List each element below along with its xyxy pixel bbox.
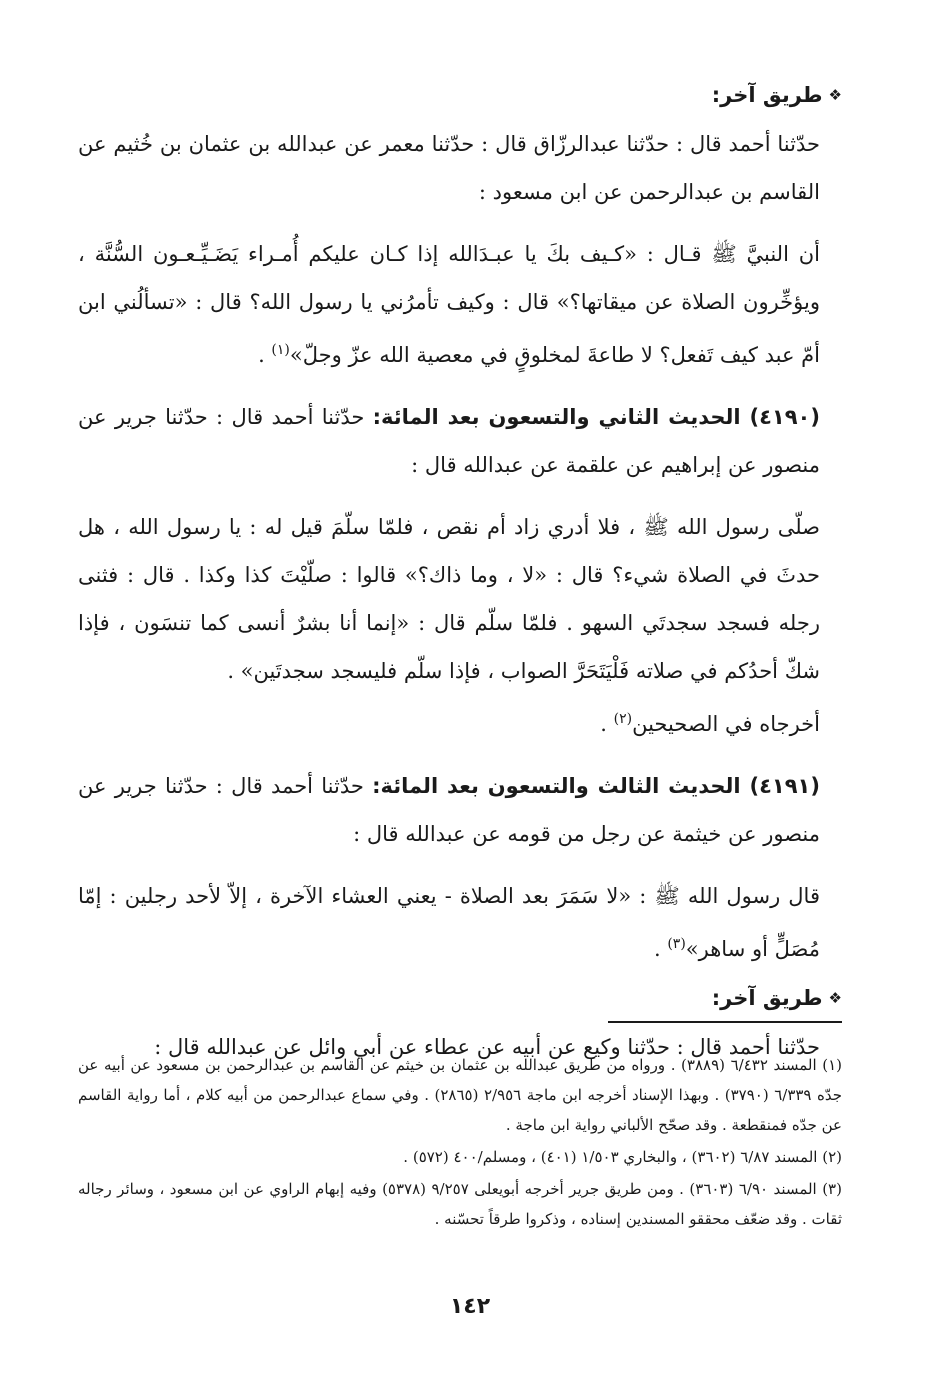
takhrij-text: أخرجاه في الصحيحين — [632, 712, 820, 736]
sentence-end: . — [258, 343, 272, 367]
page-number: ١٤٢ — [449, 1294, 491, 1319]
takhrij-line — [78, 695, 842, 748]
hadith-4190-header — [78, 393, 842, 489]
isnad-chain: حدّثنا أحمد قال : حدّثنا جرير عن منصور عن إبراهيم عن علقمة عن عبدالله قال : — [78, 405, 820, 477]
sentence-end: . — [600, 712, 614, 736]
footnote-3: (٣) المسند ٦/٩٠ (٣٦٠٣) . ومن طريق جرير أخرجه أبويعلى ٩/٢٥٧ (٥٣٧٨) وفيه إبهام الراوي عن ابن مسعود ، وسائر رجاله ثقات . وقد ضعّف محققو المسندين إسناده ، وذكروا طرقاً تحسّنه . — [78, 1180, 842, 1228]
footnote-ref: (٣) — [667, 936, 686, 952]
hadith-text: صلّى رسول الله ﷺ ، فلا أدري زاد أم نقص ، فلمّا سلّمَ قيل له : يا رسول الله ، هل حدثَ في الصلاة شيء؟ قال : «لا ، وما ذاك؟» قالوا : صلّيْتَ كذا وكذا . قال : فثنى رجله فسجد سجدتَي السهو . فلمّا سلّم قال : «إنما أنا بشرٌ أنسى كما تنسَون ، فإذا شكّ أحدُكم في صلاته فَلْيَتَحَرَّ الصواب ، فإذا سلّم فليسجد سجدتَين» . — [78, 515, 821, 683]
footnote-ref: (٢) — [613, 711, 633, 727]
isnad-chain: حدّثنا أحمد قال : حدّثنا عبدالرزّاق قال : حدّثنا معمر عن عبدالله بن عثمان بن خُثيم عن القاسم بن عبدالرحمن عن ابن مسعود : — [78, 132, 820, 204]
sentence-end: . — [653, 937, 668, 961]
hadith-body: قال رسول الله ﷺ : «لا سَمَرَ بعد الصلاة - يعني العشاء الآخرة ، إلاّ لأحد رجلين : إمّا مُصَلٍّ أو ساهر» — [78, 884, 820, 961]
footnote-ref: (١) — [271, 342, 290, 358]
hadith-title: (٤١٩٠) الحديث الثاني والتسعون بعد المائة: — [372, 405, 820, 429]
footnote-2: (٢) المسند ٦/٨٧ (٣٦٠٢) ، والبخاري ١/٥٠٣ (٤٠١) ، ومسلم/٤٠٠ (٥٧٢) . — [403, 1148, 842, 1166]
section-heading-other-route — [78, 981, 842, 1015]
main-text — [78, 78, 842, 1071]
hadith-title: (٤١٩١) الحديث الثالث والتسعون بعد المائة: — [372, 774, 820, 798]
heading-text: طريق آخر: — [711, 83, 823, 107]
footnote-divider — [608, 1021, 842, 1023]
hadith-4191-header — [78, 762, 842, 858]
hadith-text — [78, 872, 842, 973]
diamond-bullet-icon: ❖ — [828, 989, 842, 1007]
diamond-bullet-icon: ❖ — [828, 86, 842, 104]
heading-text: طريق آخر: — [711, 986, 823, 1010]
hadith-body: أن النبيَّ ﷺ قـال : «كـيف بكَ يا عبـدَالله إذا كـان عليكم أُمـراء يَضَـيِّـعـون السُّنَّة ، ويؤخِّرون الصلاة عن ميقاتها؟» قال : وكيف تأمرُني يا رسول الله؟ قال : «تسألُني ابن أمّ عبد كيف تَفعل؟ لا طاعةَ لمخلوقٍ في معصية الله عزّ وجلّ» — [78, 242, 820, 367]
hadith-text — [78, 230, 842, 379]
footnotes — [78, 1050, 842, 1234]
isnad-chain: حدّثنا أحمد قال : حدّثنا جرير عن منصور عن خيثمة عن رجل من قومه عن عبدالله قال : — [78, 774, 820, 846]
isnad-chain: حدّثنا أحمد قال : حدّثنا وكيع عن أبيه عن عطاء عن أبي وائل عن عبدالله قال : — [154, 1035, 820, 1059]
section-heading-other-route — [78, 78, 842, 112]
footnote-1: (١) المسند ٦/٤٣٢ (٣٨٨٩) . ورواه من طريق عبدالله بن عثمان بن خيثم عن القاسم بن عبدالرحمن بن مسعود عن أبيه عن جدّه ٦/٣٣٩ (٣٧٩٠) . وبهذا الإسناد أخرجه ابن ماجة ٢/٩٥٦ (٢٨٦٥) . وفي سماع عبدالرحمن من أبيه كلام ، أما رواية القاسم عن جدّه فمنقطعة . وقد صحّح الألباني رواية ابن ماجة . — [78, 1056, 843, 1134]
